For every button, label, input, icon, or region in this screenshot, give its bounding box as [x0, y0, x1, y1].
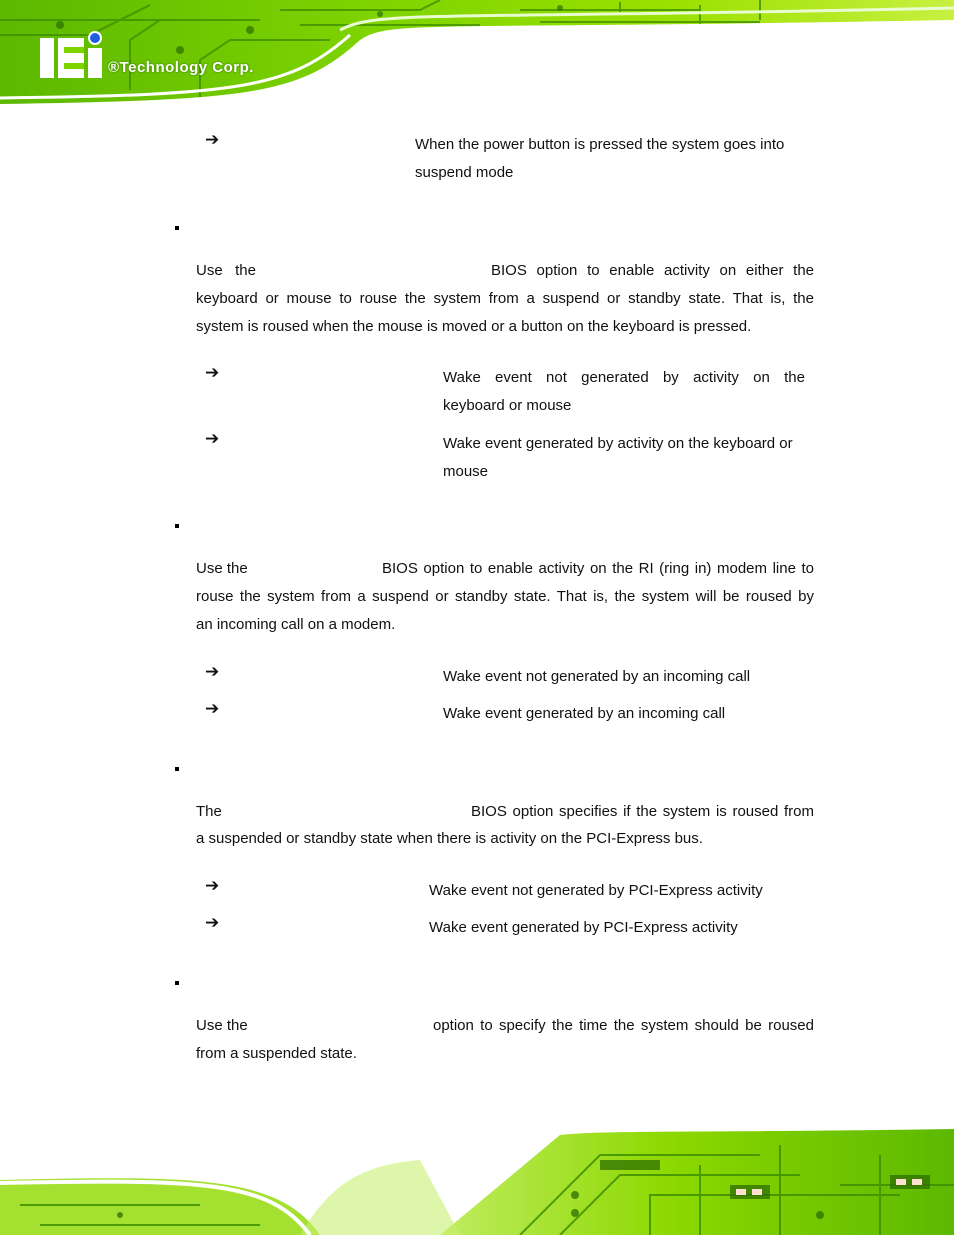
right-arrow-icon: ➔ [205, 363, 220, 382]
kbms-paragraph-line2: keyboard or mouse to rouse the system from a suspend or standby state. That is, the [196, 290, 814, 307]
rtc-paragraph-start: Use the [196, 1017, 248, 1034]
circuit-board-footer-graphic [0, 1125, 954, 1235]
page-footer-banner [0, 1125, 954, 1235]
ring-paragraph-line1: BIOS option to enable activity on the RI (ring in) modem line to [382, 560, 814, 577]
kbms-option1-desc-line1: Wake event not generated by activity on the [443, 369, 805, 386]
kbms-option2-desc-line2: mouse [443, 463, 489, 480]
square-bullet-icon [175, 524, 179, 528]
right-arrow-icon: ➔ [205, 876, 220, 895]
circuit-board-header-graphic [0, 0, 954, 112]
pcie-option1-desc: Wake event not generated by PCI-Express activity [429, 882, 763, 899]
kbms-paragraph-line3: system is roused when the mouse is moved or a button on the keyboard is pressed. [196, 318, 752, 335]
ring-paragraph-line3: an incoming call on a modem. [196, 616, 396, 633]
ring-option2-desc: Wake event generated by an incoming call [443, 705, 726, 722]
ring-paragraph-start: Use the [196, 560, 248, 577]
company-logo-text: ®Technology Corp. [108, 59, 254, 76]
right-arrow-icon: ➔ [205, 913, 220, 932]
right-arrow-icon: ➔ [205, 130, 220, 149]
right-arrow-icon: ➔ [205, 699, 220, 718]
pcie-paragraph-line1: BIOS option specifies if the system is roused from [471, 803, 814, 820]
pcie-option2-desc: Wake event generated by PCI-Express activity [429, 919, 738, 936]
ring-option1-desc: Wake event not generated by an incoming call [443, 668, 751, 685]
ring-paragraph-line2: rouse the system from a suspend or standby state. That is, the system will be roused by [196, 588, 814, 605]
kbms-option1-desc-line2: keyboard or mouse [443, 397, 572, 414]
square-bullet-icon [175, 767, 179, 771]
square-bullet-icon [175, 981, 179, 985]
page-header-banner [0, 0, 954, 112]
square-bullet-icon [175, 226, 179, 230]
right-arrow-icon: ➔ [205, 429, 220, 448]
suspend-option-desc-line2: suspend mode [415, 164, 514, 181]
pcie-paragraph-line2: a suspended or standby state when there is activity on the PCI-Express bus. [196, 830, 703, 847]
right-arrow-icon: ➔ [205, 662, 220, 681]
kbms-paragraph-line1: BIOS option to enable activity on either the [491, 262, 814, 279]
rtc-paragraph-line1: option to specify the time the system should be roused [433, 1017, 814, 1034]
kbms-option2-desc-line1: Wake event generated by activity on the keyboard or [443, 435, 793, 452]
pcie-paragraph-start: The [196, 803, 222, 820]
suspend-option-desc-line1: When the power button is pressed the system goes into [415, 136, 785, 153]
rtc-paragraph-line2: from a suspended state. [196, 1045, 357, 1062]
kbms-paragraph-start: Use the [196, 262, 256, 279]
